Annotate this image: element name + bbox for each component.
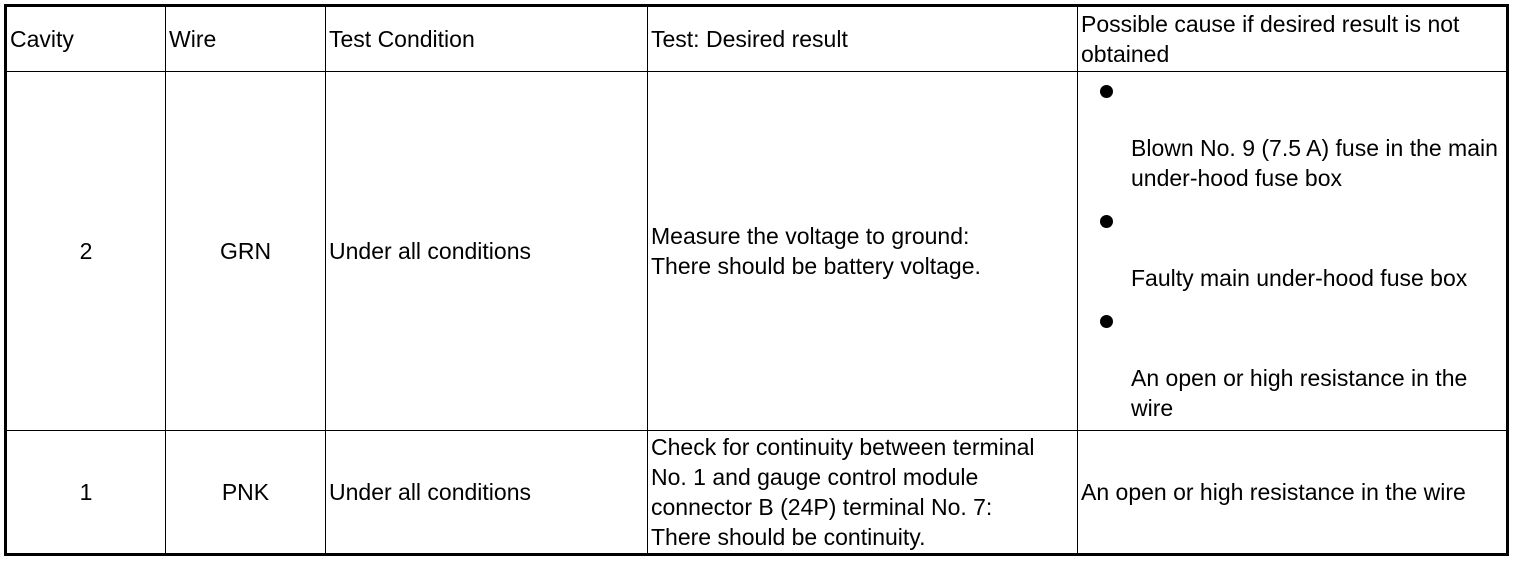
table-row bbox=[6, 430, 1508, 554]
cause-text: An open or high resistance in the wire bbox=[1131, 364, 1468, 421]
cause-item bbox=[1081, 79, 1503, 193]
result-cell bbox=[648, 72, 1078, 431]
cause-item bbox=[1081, 209, 1503, 293]
result-line: Check for continuity between terminal No. 1 and gauge control module connector B (24P) terminal No. 7: bbox=[651, 433, 1035, 520]
header-desired-result: Test: Desired result bbox=[648, 6, 1078, 72]
condition-cell: Under all conditions bbox=[326, 72, 648, 431]
bullet-icon bbox=[1100, 315, 1113, 328]
cause-list bbox=[1081, 79, 1503, 423]
cavity-cell: 2 bbox=[6, 72, 166, 431]
result-line: There should be continuity. bbox=[651, 523, 926, 550]
result-line: Measure the voltage to ground: bbox=[651, 222, 970, 249]
wire-cell: GRN bbox=[166, 72, 326, 431]
header-wire: Wire bbox=[166, 6, 326, 72]
header-test-condition: Test Condition bbox=[326, 6, 648, 72]
result-cell bbox=[648, 430, 1078, 554]
cause-text: Faulty main under-hood fuse box bbox=[1131, 264, 1468, 291]
test-table-container bbox=[4, 4, 1506, 556]
bullet-icon bbox=[1100, 215, 1113, 228]
cause-cell bbox=[1078, 72, 1508, 431]
cause-text: Blown No. 9 (7.5 A) fuse in the main under-hood fuse box bbox=[1131, 134, 1498, 191]
connector-test-table bbox=[4, 4, 1509, 556]
condition-cell: Under all conditions bbox=[326, 430, 648, 554]
cause-cell: An open or high resistance in the wire bbox=[1078, 430, 1508, 554]
header-cavity: Cavity bbox=[6, 6, 166, 72]
wire-cell: PNK bbox=[166, 430, 326, 554]
table-row bbox=[6, 72, 1508, 431]
header-possible-cause: Possible cause if desired result is not obtained bbox=[1078, 6, 1508, 72]
bullet-icon bbox=[1100, 85, 1113, 98]
result-line: There should be battery voltage. bbox=[651, 252, 981, 279]
table-header-row bbox=[6, 6, 1508, 72]
cavity-cell: 1 bbox=[6, 430, 166, 554]
cause-item bbox=[1081, 309, 1503, 423]
